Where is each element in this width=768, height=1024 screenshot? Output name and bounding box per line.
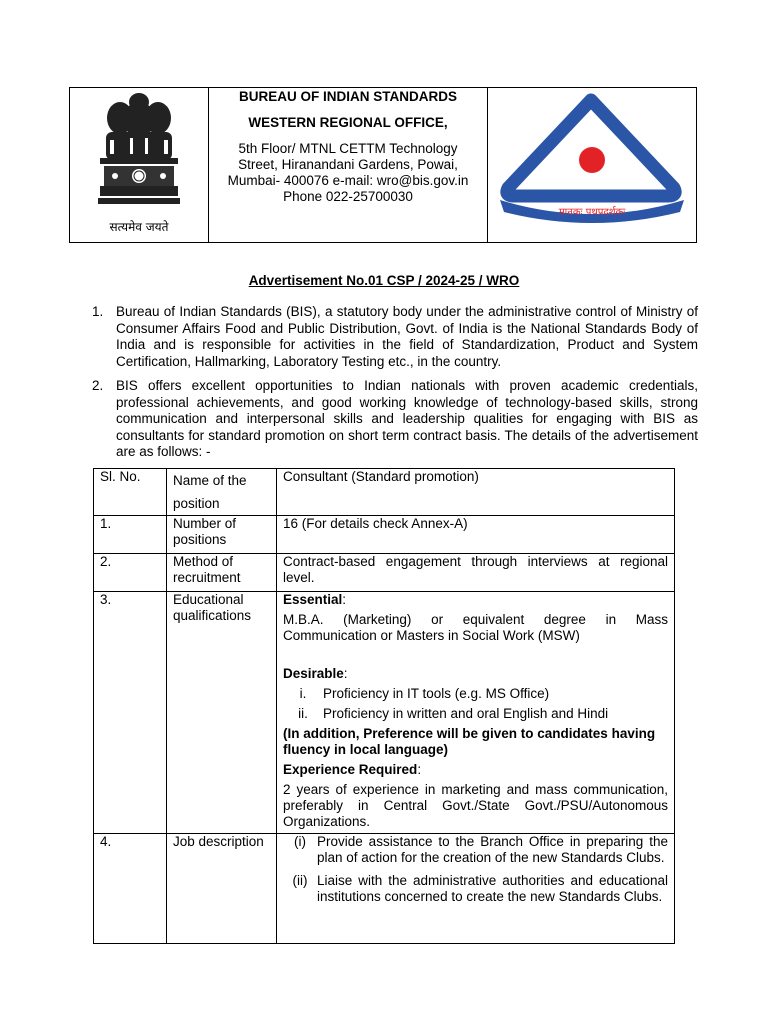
sl-no-header: Sl. No. — [94, 469, 167, 516]
table-row — [94, 554, 675, 592]
organization-name: BUREAU OF INDIAN STANDARDS — [239, 89, 457, 104]
address-line-1: 5th Floor/ MTNL CETTM Technology — [238, 141, 458, 156]
paragraph-text: BIS offers excellent opportunities to Indian nationals with proven academic credentials, professional achievements, and good working knowledge of technology-based skills, strong communication and interpersonal skills and leadership qualities for engaging with BIS as consultants for standard promotion on short term contract basis. The details of the advertisement are as follows: - — [116, 378, 698, 460]
list-item: (i) Provide assistance to the Branch Office in preparing the plan of action for the creation of the new Standards Clubs. — [294, 834, 668, 865]
letterhead — [69, 87, 697, 243]
list-item: (ii) Liaise with the administrative authorities and educational institutions concerned to create the new Standards Clubs. — [292, 873, 668, 904]
paragraph-number: 1. — [92, 304, 104, 319]
position-name-header: Name of the position — [167, 469, 277, 516]
list-item: ii. Proficiency in written and oral English and Hindi — [298, 706, 609, 721]
essential-text: M.B.A. (Marketing) or equivalent degree in Mass Communication or Masters in Social Work (MSW) — [283, 612, 668, 643]
experience-label: Experience Required — [283, 762, 418, 777]
paragraph-number: 2. — [92, 378, 104, 393]
table-row — [94, 834, 675, 944]
sl-no-cell: 4. — [94, 834, 167, 944]
preference-note: (In addition, Preference will be given to candidates having fluency in local language) — [283, 726, 656, 757]
educational-qualifications-value: Essential: M.B.A. (Marketing) or equivalent degree in Mass Communication or Masters in Social Work (MSW) Desirable: i. Proficiency in IT tools (e.g. MS Office) ii. Proficiency in written and oral English and Hindi (In addition, Preference will be given to candidates having fluency in local language) Experience Required: 2 years of experience in marketing and mass communication, preferably in Central Govt./State Govt./PSU/Autonomous Organizations. — [277, 592, 675, 834]
address-line-2: Street, Hiranandani Gardens, Powai, — [238, 157, 458, 172]
address-line-3: Mumbai- 400076 e-mail: wro@bis.gov.in — [227, 173, 469, 188]
phone-number: Phone 022-25700030 — [283, 189, 413, 204]
sl-no-cell: 3. — [94, 592, 167, 834]
details-table — [93, 468, 675, 944]
number-of-positions-value: 16 (For details check Annex-A) — [277, 516, 675, 554]
essential-label: Essential — [283, 592, 343, 607]
bis-logo-cell — [488, 88, 696, 242]
paragraph-text: Bureau of Indian Standards (BIS), a statutory body under the administrative control of Ministry of Consumer Affairs Food and Public Distribution, Govt. of India is the National Standards Body of India and is responsible for activities in the field of Standardization, Product and System Certification, Hallmarking, Laboratory Testing etc., in the country. — [116, 304, 698, 369]
experience-text: 2 years of experience in marketing and mass communication, preferably in Central Govt./State Govt./PSU/Autonomous Organizations. — [283, 782, 668, 829]
sl-no-cell: 1. — [94, 516, 167, 554]
national-emblem-icon — [70, 88, 208, 220]
sl-no-cell: 2. — [94, 554, 167, 592]
office-address-block — [209, 88, 488, 242]
position-value: Consultant (Standard promotion) — [277, 469, 675, 516]
table-row — [94, 516, 675, 554]
advertisement-title: Advertisement No.01 CSP / 2024-25 / WRO — [248, 273, 520, 288]
office-address — [209, 141, 487, 205]
national-emblem-cell — [70, 88, 209, 242]
field-name-cell: Job description — [167, 834, 277, 944]
table-row — [94, 592, 675, 834]
table-row — [94, 469, 675, 516]
list-item: i. Proficiency in IT tools (e.g. MS Office) — [299, 686, 550, 701]
field-name-cell: Educational qualifications — [167, 592, 277, 834]
recruitment-method-value: Contract-based engagement through interviews at regional level. — [277, 554, 675, 592]
emblem-motto: सत्यमेव जयते — [109, 220, 169, 234]
field-name-cell: Number of positions — [167, 516, 277, 554]
job-description-value — [277, 834, 675, 944]
field-name-cell: Method of recruitment — [167, 554, 277, 592]
paragraph-1 — [92, 304, 698, 370]
bis-logo-icon — [488, 88, 696, 242]
desirable-label: Desirable — [283, 666, 344, 681]
paragraph-2 — [92, 378, 698, 461]
office-name: WESTERN REGIONAL OFFICE, — [248, 115, 448, 130]
bis-logo-text: मानकः पथप्रदर्शकः — [558, 207, 626, 218]
